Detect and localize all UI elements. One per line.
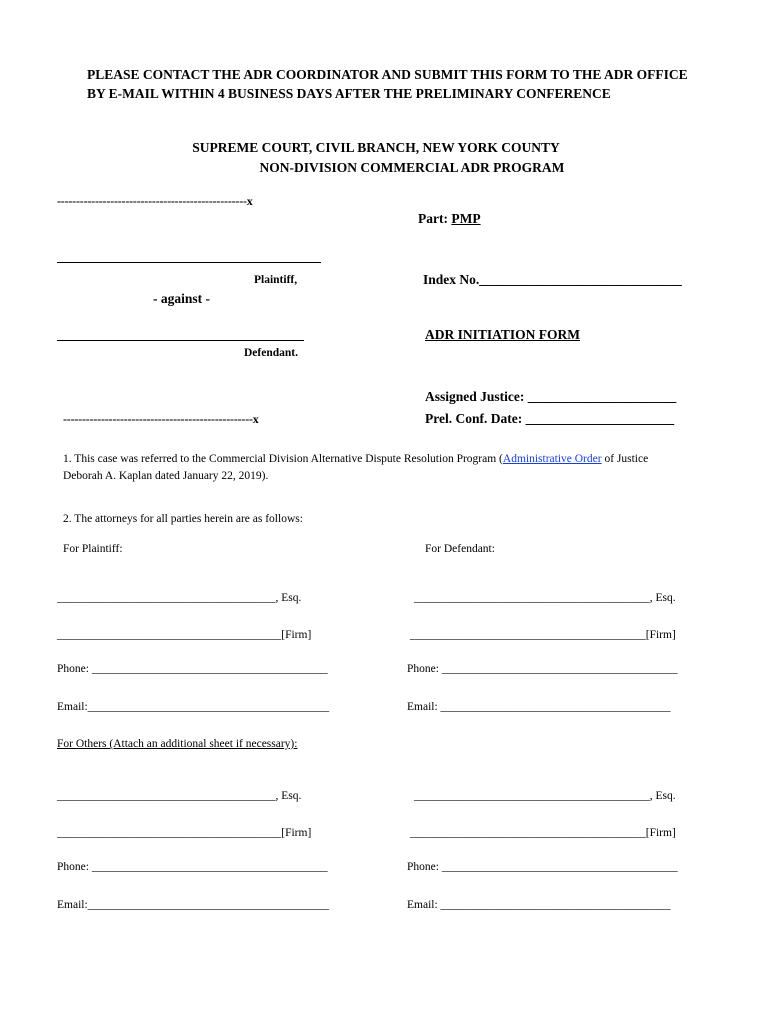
part-value: PMP bbox=[451, 211, 481, 226]
caption-bottom-dash: --------------------------------------------------x bbox=[63, 412, 259, 426]
plaintiff-attorney-esq-field[interactable]: ______________________________________, Esq. bbox=[57, 592, 302, 604]
defendant-name-line[interactable] bbox=[57, 340, 304, 341]
court-header bbox=[0, 138, 770, 177]
defendant-email-field[interactable]: Email: ________________________________________ bbox=[407, 701, 671, 713]
other-attorney-esq-field-right[interactable]: _________________________________________, Esq. bbox=[414, 790, 676, 802]
plaintiff-firm-field[interactable]: _______________________________________[Firm] bbox=[57, 629, 312, 641]
court-name: SUPREME COURT, CIVIL BRANCH, NEW YORK COUNTY bbox=[192, 140, 560, 155]
paragraph-2: 2. The attorneys for all parties herein are as follows: bbox=[63, 513, 303, 525]
paragraph-1-line-2: Deborah A. Kaplan dated January 22, 2019). bbox=[63, 470, 269, 482]
form-title: ADR INITIATION FORM bbox=[425, 327, 581, 342]
plaintiff-phone-field[interactable]: Phone: _________________________________________ bbox=[57, 663, 328, 675]
plaintiff-name-line[interactable] bbox=[57, 262, 321, 263]
submission-notice: PLEASE CONTACT THE ADR COORDINATOR AND SUBMIT THIS FORM TO THE ADR OFFICE BY E-MAIL WITHIN 4 BUSINESS DAYS AFTER THE PRELIMINARY CONFERENCE bbox=[87, 67, 688, 101]
assigned-justice-field[interactable]: Assigned Justice: ______________________ bbox=[425, 389, 677, 404]
defendant-label: Defendant. bbox=[244, 347, 298, 359]
plaintiff-label: Plaintiff, bbox=[254, 274, 298, 286]
prel-conf-date-field[interactable]: Prel. Conf. Date: ______________________ bbox=[425, 411, 675, 426]
against-text: - against - bbox=[153, 291, 210, 306]
index-number-field[interactable]: Index No.______________________________ bbox=[423, 272, 682, 287]
program-name: NON-DIVISION COMMERCIAL ADR PROGRAM bbox=[259, 159, 565, 175]
part-field bbox=[418, 211, 481, 227]
for-defendant-heading: For Defendant: bbox=[425, 543, 495, 555]
paragraph-1-line-1: 1. This case was referred to the Commercial Division Alternative Dispute Resolution Program (Administrative Order of Justice bbox=[63, 453, 649, 465]
other-email-field-left[interactable]: Email:__________________________________________ bbox=[57, 899, 330, 911]
defendant-attorney-esq-field[interactable]: _________________________________________, Esq. bbox=[414, 592, 676, 604]
other-firm-field-left[interactable]: _______________________________________[Firm] bbox=[57, 827, 312, 839]
other-attorney-esq-field-left[interactable]: ______________________________________, Esq. bbox=[57, 790, 302, 802]
defendant-firm-field[interactable]: _________________________________________[Firm] bbox=[410, 629, 676, 641]
plaintiff-email-field[interactable]: Email:__________________________________________ bbox=[57, 701, 330, 713]
for-others-heading: For Others (Attach an additional sheet if necessary): bbox=[57, 738, 298, 750]
other-phone-field-left[interactable]: Phone: _________________________________________ bbox=[57, 861, 328, 873]
caption-top-dash: --------------------------------------------------x bbox=[57, 194, 253, 208]
for-plaintiff-heading: For Plaintiff: bbox=[63, 543, 123, 555]
defendant-phone-field[interactable]: Phone: _________________________________________ bbox=[407, 663, 678, 675]
administrative-order-link[interactable]: Administrative Order bbox=[502, 453, 602, 465]
other-email-field-right[interactable]: Email: ________________________________________ bbox=[407, 899, 671, 911]
other-phone-field-right[interactable]: Phone: _________________________________________ bbox=[407, 861, 678, 873]
paragraph-1 bbox=[63, 451, 648, 485]
part-label: Part: bbox=[418, 211, 452, 226]
other-firm-field-right[interactable]: _________________________________________[Firm] bbox=[410, 827, 676, 839]
